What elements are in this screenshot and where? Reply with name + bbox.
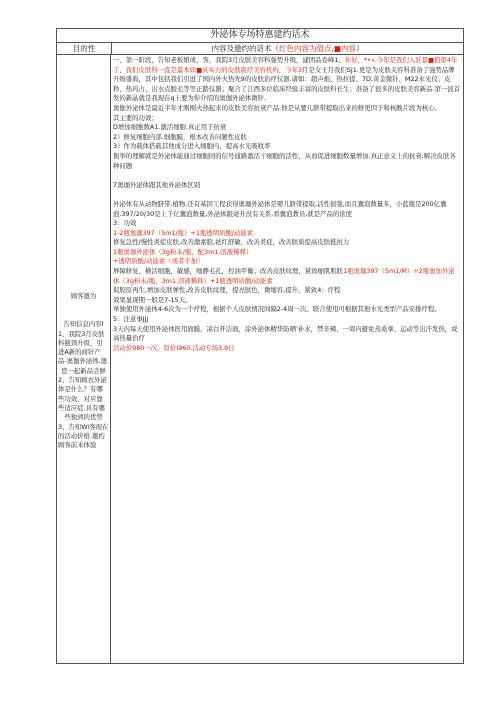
notes-heading: 5：注意事JJj [113, 315, 149, 324]
product-intro: 奥伽外泌体是最近半年才刚刚火热起来的皮肤美容抗衰产品.他是从要儿脐带提取出来的修更因子和核酸片段为核心。 [113, 103, 441, 112]
aftercare-notes: 3天内每天使用外泌体医用面膜，凉白开洁面，涂外泌体精华防晒'补水，禁辛辣，一周内避免蒸桑拿、运动等出汗发热，或高热量治疗 [113, 324, 458, 343]
effects-explanation: 衙举的理解就是外泌体能通过细胞间的信号通路激活干细胞的活性，从而促进细胞数量增加.真正意义上的抗衰,解决皮肤各种问题 [113, 151, 456, 170]
purpose-inform-heading: 告知信息内容I [63, 320, 104, 329]
header-content [112, 43, 463, 54]
efficacy-heading: 3：功效 [113, 219, 137, 228]
formula-2-effect: 屏障修复，横活细胞，敏感，细静毛孔，控油平衡；改善皮肤纹理，紧致细肌肌肤1瓶奥珈397（5m1/M）+2瓶奥加外泌体（3g粉末/瓶，3m1.溶液稀释）+1瓶透明质酸/动能素 [113, 267, 455, 285]
formula-1-effect: 修复急性/慢性炎症皮肤,改善激素脸,祛红舒敏、改善炎症，改善肤质提高皮肤抵抗力 [113, 238, 350, 247]
purpose-item-1: 1、我院3月皮肤科瓶颈升级，引进A新的商针产品-奥伽外泌体.邀 [58, 329, 108, 366]
purpose-item-2: 2、告知顾衣外泌体是什么？有哪些功效，对应靠些适应症.具有哪 [58, 376, 107, 412]
difference-heading: 7奥珈外泌体跟其他外泌体区别 [113, 180, 201, 189]
effect-item-2: 2）修复细胞内部.细胞膜，根本改善问题性皮肤 [113, 132, 247, 141]
formula-3-effect: 促胶原再生,增加皮肤弹性,改善皮肤纹理，提亮肤色，微缩容,提升，紧致4：疗程 [113, 286, 341, 295]
header-content-suffix: ） [355, 44, 364, 53]
document-title: 外泌体专场特惠建约话术 [57, 29, 463, 43]
script-table [56, 28, 464, 664]
header-purpose: 目的性 [57, 43, 112, 54]
intro-red-highlight: 你好，*•«.今年是我们入驻景■值第4年了，我们皮肤科一直是最本如■具实力的皮肤震疗美容机构，今年3 [113, 56, 458, 74]
purpose-item-1-cont: 您一起新品尝鲜 [61, 366, 106, 375]
purpose-item-3: 3、告知Wi客现在的活动价格.邀约顾客前来体验 [58, 422, 109, 450]
formula-1: 1-2瓶奥珈397（5m1/瓶）+1瓶透明质酸/动能素 [113, 228, 254, 237]
table-body-row [57, 55, 463, 664]
course-schedule: 单独使用外泌体4-6次为一个疗程，根据个人皮肤情况间隔2-4周一次。联合使用可根据其他水光类型产品安排疗程。 [113, 305, 441, 314]
effects-heading: 其主要的功效； [113, 113, 158, 122]
formula-2-addon: +透明质酸/动能素（或者不加） [113, 257, 204, 266]
header-content-prefix: 内容及邀约的话术（ [211, 44, 279, 53]
content-column [111, 55, 463, 664]
header-content-red-note: 红色内容为值点,■内容 [279, 44, 356, 53]
formula-3: 1瓶奥珈397（5m1/M）+2瓶奥加外泌体（3g粉末/瓶，3m1.溶液稀释）+1瓶透明质酸/动能素 [113, 267, 455, 285]
effect-item-1: D增加细胞数A1.激活细胞.真正用于抗衰 [113, 123, 227, 132]
promotion-price: 活动价980一次，原价I960.活动专场3.9日 [113, 343, 235, 352]
table-header-row [57, 43, 463, 55]
difference-text: 外泌体有从动物脐带.植物.还有基因工程获得奥珈外泌体是婴儿脐带提取,活性很强,而且囊泡数量多，小蓝瓶是200亿囊泡.397/20/30是上千亿囊泡数量,外泌体跟毫升没有关系.看囊泡教员,就是产品的浓度 [113, 199, 447, 218]
formula-2: 1瓶奥珈外泌体（3g粉末/瓶，配3m1.溶液稀释） [113, 247, 253, 256]
purpose-item-2-cont: 些独到的优势 [64, 413, 103, 422]
purpose-column [57, 55, 111, 664]
intro-paragraph: 一、第一阶段，告知老板娘或，客，我院3月皮肤美容科强势升级，建团品卷峰1、你好，*•«.今年是我们入驻景■值第4年了，我们皮肤科一直是最本如■具实力的皮肤震疗美容机构，今年3月是女王月我们SJ1.更是为皮肤关容科准备了强势品牌升级盛典，其中包括我们引进了国内外火热先9的皮肤治疗仪器.诸如：超声炮、热拉提、7D,黄金微针、M22水光仪、皮秒、热玛占、出水点脱毛等等正踏仪器；聚合了江西多位临床经验丰富的皮肤科长生；准备了很多的皮肤美容新品.第一波首发的新晶就是我现在q上要为你介绍的奥伽外泌体微针. [113, 56, 461, 103]
result-timing: 效果显现期一般是7-15天。 [113, 295, 192, 304]
purpose-heading: 顾客邀为 [70, 292, 97, 300]
effect-item-3: 3）作为载体搭载其他成分进入细胞内，提高水光吸收率 [113, 142, 271, 151]
